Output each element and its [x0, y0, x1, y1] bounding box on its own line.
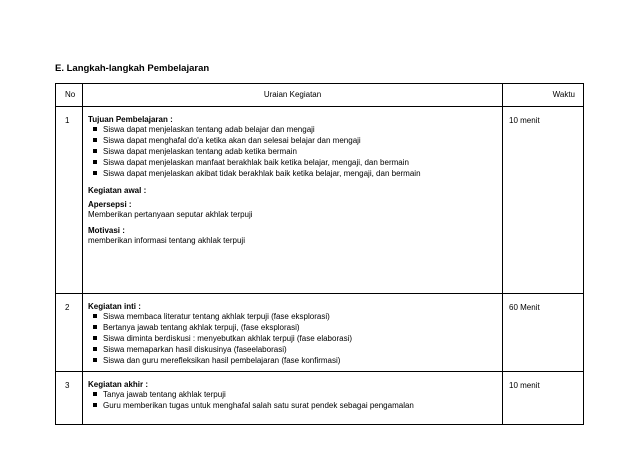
list-item [88, 312, 498, 323]
table-row [56, 372, 584, 425]
bullet-icon [93, 325, 97, 329]
table-row [56, 294, 584, 372]
lesson-steps-table [55, 83, 584, 425]
motivasi-title: Motivasi : [88, 226, 125, 235]
kegiatan-awal-title: Kegiatan awal : [88, 186, 147, 195]
list-item [88, 147, 498, 158]
list-item-text: Siswa dapat menjelaskan akibat tidak berakhlak baik ketika belajar, mengaji, dan bermain [103, 169, 421, 178]
row-description [83, 294, 503, 372]
tujuan-list [88, 125, 498, 180]
list-item [88, 345, 498, 356]
section-heading: E. Langkah-langkah Pembelajaran [55, 63, 210, 74]
list-item-text: Siswa dapat menjelaskan manfaat berakhlak baik ketika belajar, mengaji, dan bermain [103, 158, 409, 167]
row-description [83, 372, 503, 425]
bullet-icon [93, 138, 97, 142]
row-time: 10 menit [503, 372, 584, 425]
table-header-row [56, 84, 584, 107]
bullet-icon [93, 392, 97, 396]
list-item-text: Siswa dapat menjelaskan tentang adab belajar dan mengaji [103, 125, 315, 134]
kegiatan-inti-list [88, 312, 498, 367]
row-time: 60 Menit [503, 294, 584, 372]
list-item-text: Siswa memaparkan hasil diskusinya (faseelaborasi) [103, 345, 287, 354]
bullet-icon [93, 160, 97, 164]
list-item-text: Siswa membaca literatur tentang akhlak terpuji (fase eksplorasi) [103, 312, 330, 321]
list-item-text: Siswa dapat menjelaskan tentang adab ketika bermain [103, 147, 297, 156]
kegiatan-akhir-title: Kegiatan akhir : [88, 380, 149, 389]
list-item-text: Guru memberikan tugas untuk menghafal salah satu surat pendek sebagai pengamalan [103, 401, 414, 410]
list-item-text: Siswa dan guru merefleksikan hasil pembelajaran (fase konfirmasi) [103, 356, 341, 365]
list-item [88, 158, 498, 169]
bullet-icon [93, 314, 97, 318]
bullet-icon [93, 171, 97, 175]
row-time: 10 menit [503, 107, 584, 294]
list-item-text: Siswa dapat menghafal do'a ketika akan dan selesai belajar dan mengaji [103, 136, 361, 145]
apersepsi-title: Apersepsi : [88, 200, 132, 209]
row-number: 3 [56, 372, 83, 425]
header-no: No [56, 84, 83, 107]
list-item [88, 356, 498, 367]
list-item-text: Siswa diminta berdiskusi : menyebutkan akhlak terpuji (fase elaborasi) [103, 334, 353, 343]
list-item-text: Bertanya jawab tentang akhlak terpuji, (fase eksplorasi) [103, 323, 300, 332]
list-item [88, 323, 498, 334]
list-item-text: Tanya jawab tentang akhlak terpuji [103, 390, 226, 399]
header-waktu: Waktu [503, 84, 584, 107]
bullet-icon [93, 358, 97, 362]
list-item [88, 136, 498, 147]
list-item [88, 334, 498, 345]
list-item [88, 401, 498, 412]
bullet-icon [93, 149, 97, 153]
motivasi-text: memberikan informasi tentang akhlak terpuji [88, 236, 245, 245]
row-number: 2 [56, 294, 83, 372]
header-uraian: Uraian Kegiatan [83, 84, 503, 107]
list-item [88, 390, 498, 401]
bullet-icon [93, 127, 97, 131]
row-number: 1 [56, 107, 83, 294]
table-row [56, 107, 584, 294]
list-item [88, 125, 498, 136]
kegiatan-inti-title: Kegiatan inti : [88, 302, 141, 311]
bullet-icon [93, 336, 97, 340]
bullet-icon [93, 347, 97, 351]
apersepsi-text: Memberikan pertanyaan seputar akhlak terpuji [88, 210, 253, 219]
list-item [88, 169, 498, 180]
row-description [83, 107, 503, 294]
kegiatan-akhir-list [88, 390, 498, 412]
tujuan-title: Tujuan Pembelajaran : [88, 115, 173, 124]
bullet-icon [93, 403, 97, 407]
